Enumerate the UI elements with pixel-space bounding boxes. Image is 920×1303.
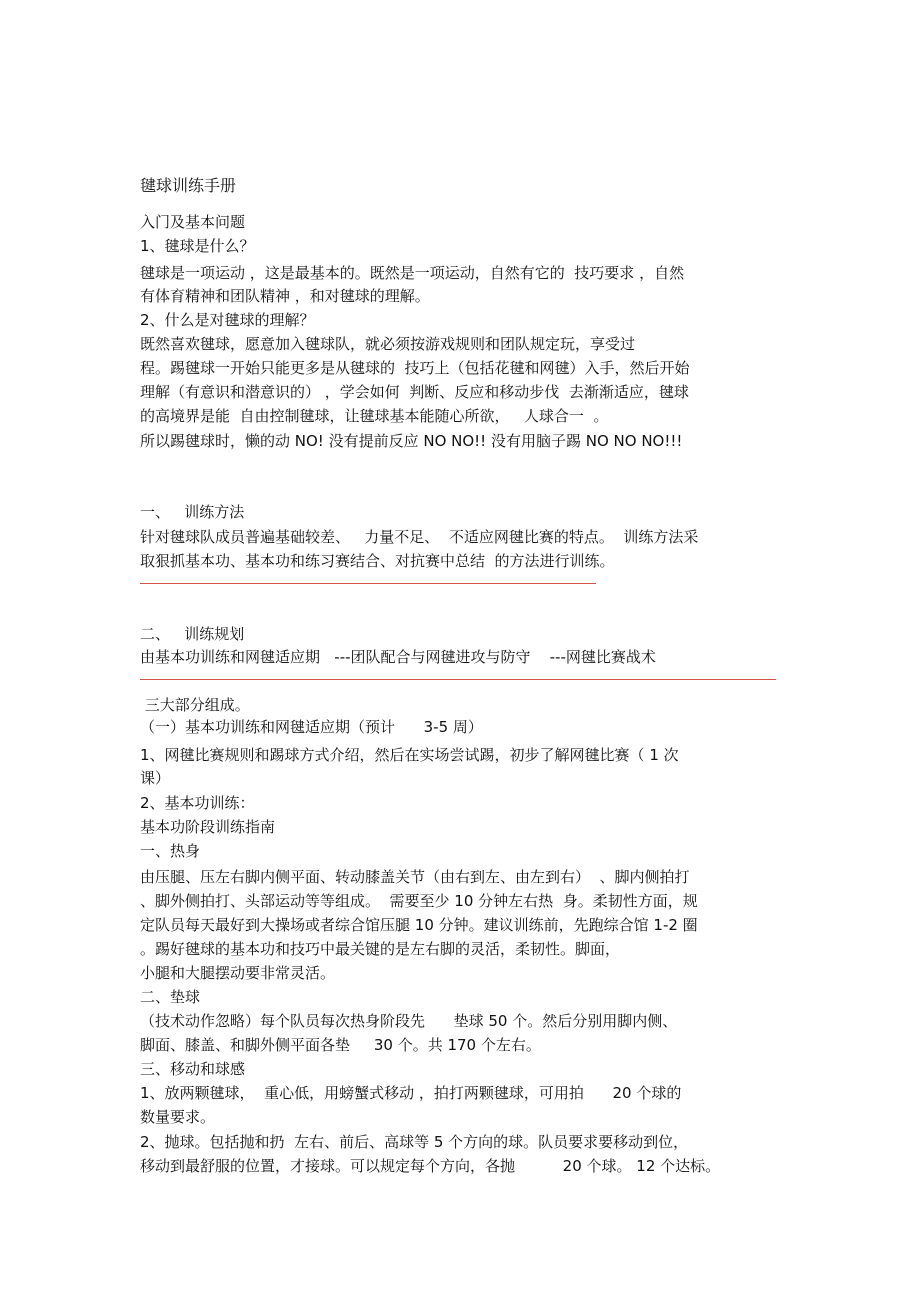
document-title: 毽球训练手册 (140, 176, 237, 195)
guide-heading: 基本功阶段训练指南 (140, 818, 276, 836)
pad-line: 脚面、膝盖、和脚外侧平面各垫 30 个。共 170 个左右。 (140, 1036, 541, 1054)
section-1-line: 针对毽球队成员普遍基础较差、 力量不足、 不适应网毽比赛的特点。 训练方法采 (140, 528, 699, 546)
question-1: 1、毽球是什么？ (140, 237, 255, 255)
section-2-heading: 二、 训练规划 (140, 625, 245, 643)
answer-2-line: 所以踢毽球时，懒的动 NO! 没有提前反应 NO NO!! 没有用脑子踢 NO NO NO!!! (140, 432, 683, 450)
pad-line: （技术动作忽略）每个队员每次热身阶段先 垫球 50 个。然后分别用脚内侧、 (140, 1012, 678, 1030)
section-1-heading: 一、 训练方法 (140, 503, 245, 521)
answer-1-line: 有体育精神和团队精神 ，和对毽球的理解。 (140, 287, 430, 305)
section-1-line: 取狠抓基本功、基本功和练习赛结合、对抗赛中总结 的方法进行训练。 (140, 552, 615, 570)
move-item-line: 1、放两颗毽球， 重心低，用螃蟹式移动 ，拍打两颗毽球，可用拍 20 个球的 (140, 1084, 682, 1102)
answer-2-line: 的高境界是能 自由控制毽球，让毽球基本能随心所欲， 人球合一 。 (140, 407, 609, 425)
answer-2-line: 既然喜欢毽球，愿意加入毽球队，就必须按游戏规则和团队规定玩，享受过 (140, 335, 636, 353)
warmup-line: 定队员每天最好到大操场或者综合馆压腿 10 分钟。建议训练前，先跑综合馆 1-2 圈 (140, 916, 698, 934)
move-heading: 三、移动和球感 (140, 1060, 246, 1078)
phase-1-item-line: 课） (140, 769, 171, 787)
answer-2-line: 程。踢毽球一开始只能更多是从毽球的 技巧上（包括花毽和网毽）入手，然后开始 (140, 359, 690, 377)
warmup-line: 由压腿、压左右脚内侧平面、转动膝盖关节（由右到左、由左到右） 、脚内侧拍打 (140, 868, 690, 886)
section-2-line: 由基本功训练和网毽适应期 ---团队配合与网毽进攻与防守 ---网毽比赛战术 (140, 648, 656, 666)
warmup-line: 小腿和大腿摆动要非常灵活。 (140, 964, 336, 982)
warmup-heading: 一、热身 (140, 842, 201, 860)
answer-2-line: 理解（有意识和潜意识的） ，学会如何 判断、反应和移动步伐 去渐渐适应，毽球 (140, 383, 689, 401)
question-2: 2、什么是对毽球的理解？ (140, 311, 315, 329)
answer-1-line: 毽球是一项运动 ，这是最基本的。既然是一项运动，自然有它的 技巧要求 ，自然 (140, 264, 685, 282)
pad-heading: 二、垫球 (140, 988, 201, 1006)
red-divider (140, 583, 596, 584)
move-item-line: 2、抛球。包括抛和扔 左右、前后、高球等 5 个方向的球。队员要求要移动到位， (140, 1133, 689, 1151)
section-2-tail: 三大部分组成。 (140, 696, 250, 714)
move-item-line: 移动到最舒服的位置，才接球。可以规定每个方向，各抛 20 个球。 12 个达标。 (140, 1157, 721, 1175)
warmup-line: 。踢好毽球的基本功和技巧中最关键的是左右脚的灵活，柔韧性。脚面， (140, 940, 621, 958)
phase-1-heading: （一）基本功训练和网毽适应期（预计 3-5 周） (140, 718, 483, 736)
intro-heading: 入门及基本问题 (140, 213, 246, 231)
red-divider (140, 679, 776, 680)
warmup-line: 、脚外侧拍打、头部运动等等组成。 需要至少 10 分钟左右热 身。柔韧性方面，规 (140, 892, 698, 910)
phase-1-item-line: 1、网毽比赛规则和踢球方式介绍，然后在实场尝试踢，初步了解网毽比赛（ 1 次 (140, 746, 679, 764)
move-item-line: 数量要求。 (140, 1108, 216, 1126)
phase-1-item-2: 2、基本功训练： (140, 794, 255, 812)
